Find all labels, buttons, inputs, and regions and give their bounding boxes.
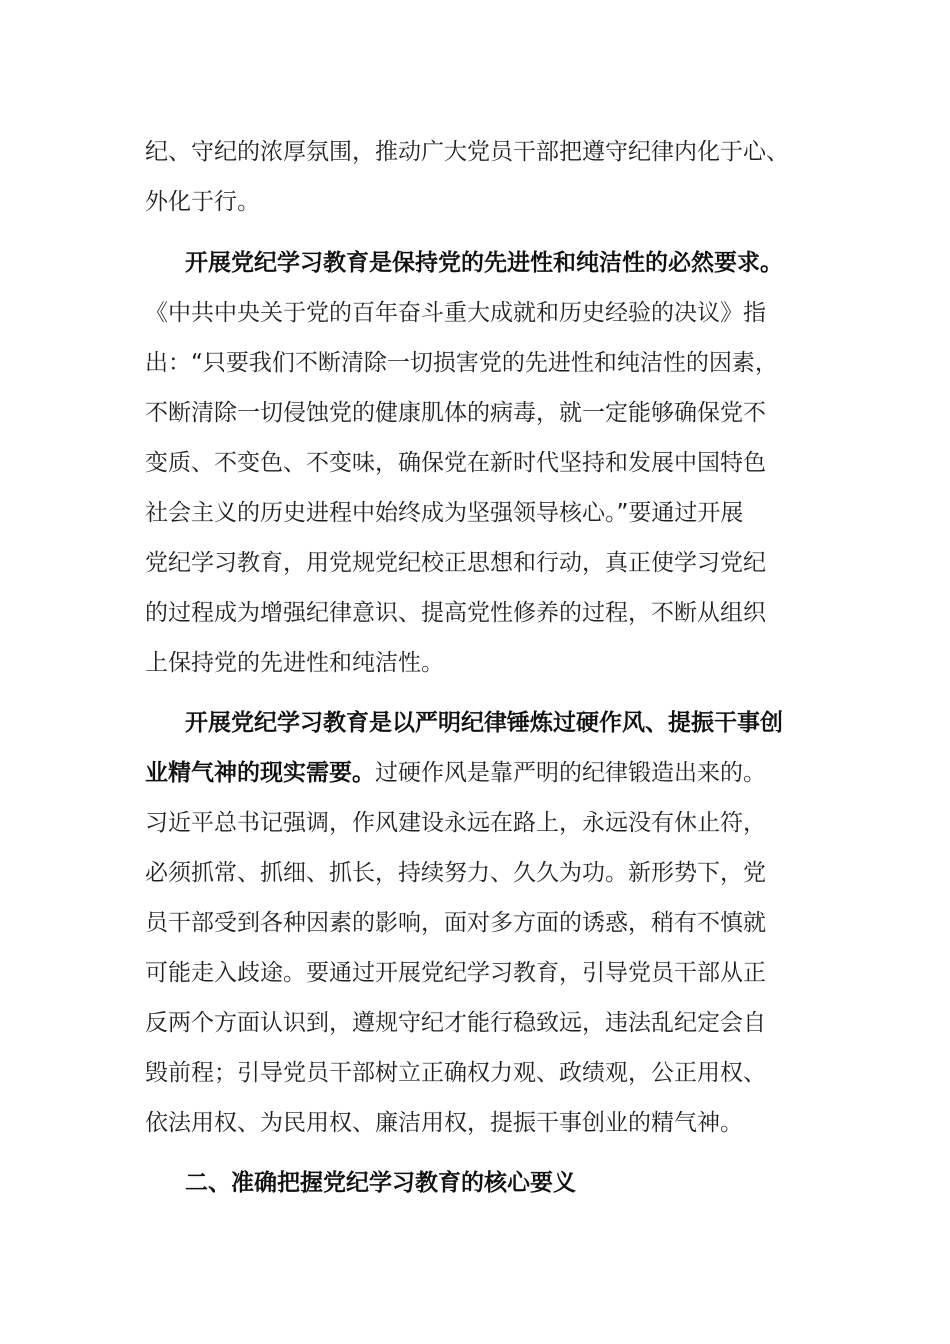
paragraph-lead-bold: 开展党纪学习教育是以严明纪律锤炼过硬作风、提振干事创 — [185, 710, 783, 736]
text-line: 社会主义的历史进程中始终成为坚强领导核心。”要通过开展 — [145, 500, 744, 526]
paragraph-continuation — [145, 127, 825, 227]
text-line: 《中共中央关于党的百年奋斗重大成就和历史经验的决议》指 — [145, 300, 766, 326]
paragraph-lead-bold-end: 业精气神的现实需要。 — [145, 760, 375, 786]
mixed-text-line — [145, 748, 825, 798]
text-line: 的过程成为增强纪律意识、提高党性修养的过程，不断从组织 — [145, 600, 766, 626]
section-heading-block — [145, 1158, 825, 1208]
text-line: 党纪学习教育，用党规党纪校正思想和行动，真正使学习党纪 — [145, 550, 766, 576]
text-line: 纪、守纪的浓厚氛围，推动广大党员干部把遵守纪律内化于心、 — [145, 139, 789, 165]
text-line: 外化于行。 — [145, 189, 260, 215]
text-line: 依法用权、为民用权、廉洁用权，提振干事创业的精气神。 — [145, 1110, 743, 1136]
text-line: 可能走入歧途。要通过开展党纪学习教育，引导党员干部从正 — [145, 960, 766, 986]
paragraph-advanced-nature — [145, 238, 825, 688]
text-line: 必须抓常、抓细、抓长，持续努力、久久为功。新形势下，党 — [145, 860, 766, 886]
text-line: 习近平总书记强调，作风建设永远在路上，永远没有休止符， — [145, 810, 766, 836]
text-line: 出：“只要我们不断清除一切损害党的先进性和纯洁性的因素， — [145, 350, 778, 376]
text-line: 员干部受到各种因素的影响，面对多方面的诱惑，稍有不慎就 — [145, 910, 766, 936]
text-line: 不断清除一切侵蚀党的健康肌体的病毒，就一定能够确保党不 — [145, 400, 766, 426]
text-line: 变质、不变色、不变味，确保党在新时代坚持和发展中国特色 — [145, 450, 766, 476]
section-heading: 二、准确把握党纪学习教育的核心要义 — [185, 1170, 576, 1196]
paragraph-lead-bold: 开展党纪学习教育是保持党的先进性和纯洁性的必然要求。 — [185, 250, 783, 276]
text-line: 毁前程；引导党员干部树立正确权力观、政绩观，公正用权、 — [145, 1060, 766, 1086]
paragraph-work-style — [145, 698, 825, 1148]
text-line: 反两个方面认识到，遵规守纪才能行稳致远，违法乱纪定会自 — [145, 1010, 766, 1036]
text-segment: 过硬作风是靠严明的纪律锻造出来的。 — [375, 760, 766, 786]
text-line: 上保持党的先进性和纯洁性。 — [145, 650, 444, 676]
